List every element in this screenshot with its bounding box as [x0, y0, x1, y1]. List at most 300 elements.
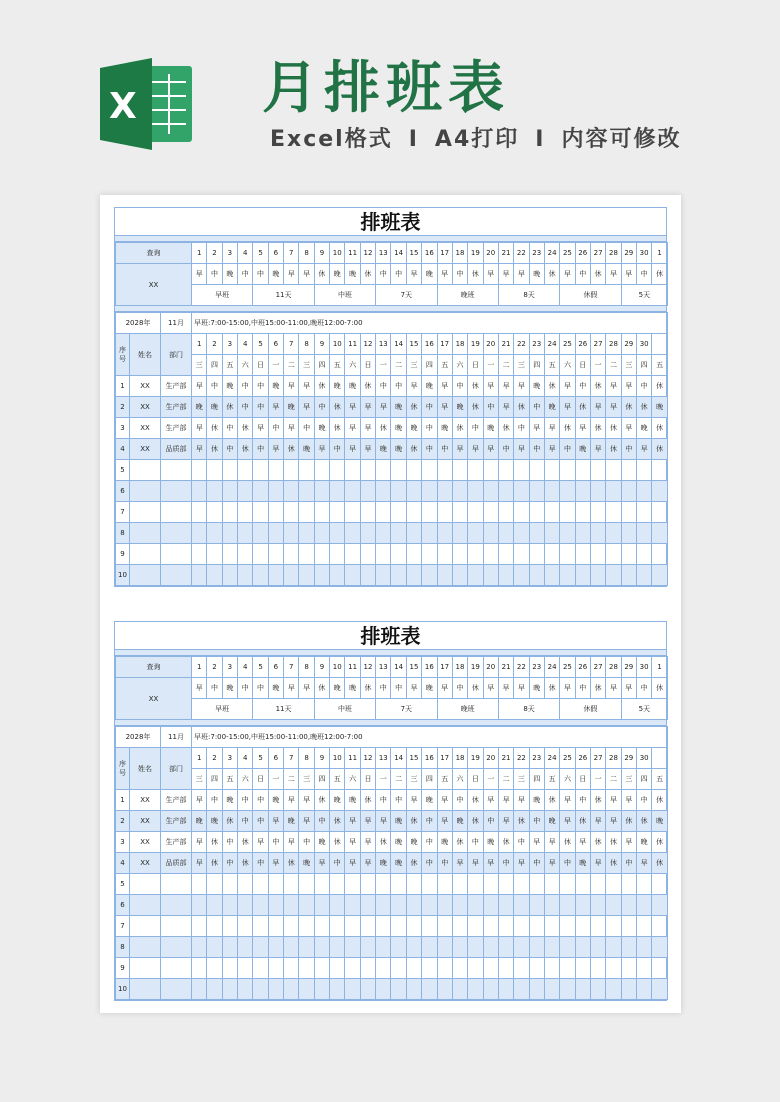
shift-cell[interactable]: 中: [529, 439, 544, 460]
shift-cell[interactable]: [192, 895, 207, 916]
row-dept[interactable]: 生产部: [161, 376, 192, 397]
shift-cell[interactable]: 早: [192, 439, 207, 460]
shift-cell[interactable]: [238, 874, 253, 895]
shift-cell[interactable]: 早: [544, 418, 559, 439]
shift-cell[interactable]: [192, 979, 207, 1000]
shift-cell[interactable]: 休: [468, 811, 483, 832]
shift-cell[interactable]: [406, 958, 421, 979]
shift-cell[interactable]: [406, 979, 421, 1000]
shift-cell[interactable]: [652, 481, 668, 502]
shift-cell[interactable]: [391, 502, 406, 523]
shift-cell[interactable]: [376, 481, 391, 502]
shift-cell[interactable]: [544, 895, 559, 916]
shift-cell[interactable]: 早: [268, 397, 283, 418]
shift-cell[interactable]: [621, 481, 636, 502]
shift-cell[interactable]: [422, 544, 437, 565]
shift-cell[interactable]: [590, 544, 605, 565]
shift-cell[interactable]: [621, 502, 636, 523]
shift-cell[interactable]: [391, 481, 406, 502]
shift-cell[interactable]: [376, 895, 391, 916]
row-name[interactable]: XX: [130, 376, 161, 397]
shift-cell[interactable]: 休: [652, 853, 668, 874]
shift-cell[interactable]: [284, 502, 299, 523]
shift-cell[interactable]: [575, 502, 590, 523]
shift-cell[interactable]: 中: [560, 853, 575, 874]
shift-cell[interactable]: [498, 460, 513, 481]
shift-cell[interactable]: 中: [575, 376, 590, 397]
shift-cell[interactable]: [314, 481, 329, 502]
shift-cell[interactable]: 中: [222, 418, 237, 439]
shift-cell[interactable]: 早: [514, 790, 529, 811]
row-name[interactable]: XX: [130, 397, 161, 418]
shift-cell[interactable]: [560, 502, 575, 523]
shift-cell[interactable]: [560, 895, 575, 916]
shift-cell[interactable]: 早: [590, 853, 605, 874]
shift-cell[interactable]: [207, 481, 222, 502]
shift-cell[interactable]: [192, 544, 207, 565]
shift-cell[interactable]: [498, 523, 513, 544]
shift-cell[interactable]: 中: [238, 790, 253, 811]
shift-cell[interactable]: [652, 544, 668, 565]
shift-cell[interactable]: 休: [452, 832, 467, 853]
shift-cell[interactable]: 中: [452, 790, 467, 811]
shift-cell[interactable]: 休: [636, 397, 651, 418]
shift-cell[interactable]: 休: [376, 832, 391, 853]
shift-cell[interactable]: [238, 460, 253, 481]
shift-cell[interactable]: 早: [529, 832, 544, 853]
shift-cell[interactable]: [391, 544, 406, 565]
shift-cell[interactable]: [406, 916, 421, 937]
shift-cell[interactable]: [452, 544, 467, 565]
shift-cell[interactable]: [468, 460, 483, 481]
shift-cell[interactable]: 早: [575, 418, 590, 439]
shift-cell[interactable]: [284, 481, 299, 502]
shift-cell[interactable]: [406, 460, 421, 481]
shift-cell[interactable]: [360, 481, 375, 502]
shift-cell[interactable]: [284, 895, 299, 916]
shift-cell[interactable]: 中: [468, 418, 483, 439]
shift-cell[interactable]: [544, 874, 559, 895]
shift-cell[interactable]: [606, 874, 621, 895]
shift-cell[interactable]: 休: [468, 397, 483, 418]
shift-cell[interactable]: 早: [284, 790, 299, 811]
query-name[interactable]: XX: [116, 678, 192, 720]
shift-cell[interactable]: [391, 958, 406, 979]
shift-cell[interactable]: [437, 958, 452, 979]
shift-cell[interactable]: 晚: [299, 853, 314, 874]
shift-cell[interactable]: [314, 523, 329, 544]
shift-cell[interactable]: [529, 958, 544, 979]
shift-cell[interactable]: 休: [621, 811, 636, 832]
shift-cell[interactable]: [621, 979, 636, 1000]
shift-cell[interactable]: [468, 958, 483, 979]
shift-cell[interactable]: [299, 979, 314, 1000]
shift-cell[interactable]: 早: [529, 418, 544, 439]
shift-cell[interactable]: [299, 916, 314, 937]
shift-cell[interactable]: [406, 523, 421, 544]
shift-cell[interactable]: 中: [376, 790, 391, 811]
shift-cell[interactable]: [483, 481, 498, 502]
shift-cell[interactable]: 中: [514, 832, 529, 853]
shift-cell[interactable]: [560, 460, 575, 481]
shift-cell[interactable]: 晚: [268, 376, 283, 397]
shift-cell[interactable]: 早: [483, 439, 498, 460]
shift-cell[interactable]: [437, 916, 452, 937]
shift-cell[interactable]: 中: [575, 790, 590, 811]
shift-cell[interactable]: 早: [560, 790, 575, 811]
shift-cell[interactable]: 休: [514, 811, 529, 832]
shift-cell[interactable]: 休: [498, 832, 513, 853]
row-name[interactable]: [130, 565, 161, 586]
shift-cell[interactable]: 中: [636, 376, 651, 397]
shift-cell[interactable]: [483, 523, 498, 544]
shift-cell[interactable]: [376, 916, 391, 937]
shift-cell[interactable]: 中: [222, 853, 237, 874]
shift-cell[interactable]: [284, 523, 299, 544]
shift-cell[interactable]: [268, 565, 283, 586]
shift-cell[interactable]: 中: [238, 811, 253, 832]
shift-cell[interactable]: [590, 565, 605, 586]
shift-cell[interactable]: 早: [360, 418, 375, 439]
shift-cell[interactable]: [652, 916, 668, 937]
shift-cell[interactable]: 休: [606, 832, 621, 853]
shift-cell[interactable]: [483, 874, 498, 895]
shift-cell[interactable]: [575, 937, 590, 958]
shift-cell[interactable]: [222, 874, 237, 895]
shift-cell[interactable]: [514, 937, 529, 958]
shift-cell[interactable]: 中: [498, 853, 513, 874]
shift-cell[interactable]: [422, 502, 437, 523]
shift-cell[interactable]: 早: [437, 397, 452, 418]
shift-cell[interactable]: 休: [360, 790, 375, 811]
shift-cell[interactable]: [253, 874, 268, 895]
shift-cell[interactable]: 晚: [391, 811, 406, 832]
shift-cell[interactable]: 早: [284, 832, 299, 853]
shift-cell[interactable]: [575, 565, 590, 586]
shift-cell[interactable]: 早: [345, 811, 360, 832]
shift-cell[interactable]: 晚: [222, 790, 237, 811]
shift-cell[interactable]: 中: [222, 439, 237, 460]
shift-cell[interactable]: [606, 916, 621, 937]
shift-cell[interactable]: [345, 937, 360, 958]
shift-cell[interactable]: [207, 544, 222, 565]
shift-cell[interactable]: [529, 544, 544, 565]
shift-cell[interactable]: 中: [422, 418, 437, 439]
shift-cell[interactable]: [253, 523, 268, 544]
row-name[interactable]: XX: [130, 811, 161, 832]
shift-cell[interactable]: 早: [345, 832, 360, 853]
shift-cell[interactable]: [360, 958, 375, 979]
shift-cell[interactable]: [560, 565, 575, 586]
shift-cell[interactable]: [544, 544, 559, 565]
shift-cell[interactable]: 休: [314, 376, 329, 397]
shift-cell[interactable]: [514, 523, 529, 544]
shift-cell[interactable]: 中: [437, 853, 452, 874]
shift-cell[interactable]: [345, 979, 360, 1000]
row-name[interactable]: XX: [130, 418, 161, 439]
shift-cell[interactable]: 晚: [207, 811, 222, 832]
shift-cell[interactable]: 晚: [299, 439, 314, 460]
shift-cell[interactable]: 晚: [376, 853, 391, 874]
shift-cell[interactable]: 晚: [652, 811, 668, 832]
shift-cell[interactable]: 休: [652, 439, 668, 460]
shift-cell[interactable]: [284, 565, 299, 586]
shift-cell[interactable]: [452, 979, 467, 1000]
shift-cell[interactable]: 晚: [330, 376, 345, 397]
shift-cell[interactable]: [284, 958, 299, 979]
shift-cell[interactable]: [314, 979, 329, 1000]
shift-cell[interactable]: [468, 895, 483, 916]
shift-cell[interactable]: [284, 874, 299, 895]
shift-cell[interactable]: 休: [207, 439, 222, 460]
row-dept[interactable]: 品质部: [161, 439, 192, 460]
shift-cell[interactable]: 早: [268, 439, 283, 460]
shift-cell[interactable]: 休: [560, 832, 575, 853]
shift-cell[interactable]: [529, 481, 544, 502]
shift-cell[interactable]: [391, 460, 406, 481]
shift-cell[interactable]: 休: [544, 376, 559, 397]
shift-cell[interactable]: [468, 916, 483, 937]
shift-cell[interactable]: [606, 937, 621, 958]
shift-cell[interactable]: [376, 523, 391, 544]
shift-cell[interactable]: 休: [238, 418, 253, 439]
shift-cell[interactable]: [422, 895, 437, 916]
shift-cell[interactable]: [268, 958, 283, 979]
row-dept[interactable]: 生产部: [161, 811, 192, 832]
shift-cell[interactable]: [299, 958, 314, 979]
shift-cell[interactable]: 中: [391, 790, 406, 811]
shift-cell[interactable]: 早: [192, 790, 207, 811]
shift-cell[interactable]: [360, 895, 375, 916]
shift-cell[interactable]: 早: [253, 418, 268, 439]
shift-cell[interactable]: [376, 958, 391, 979]
row-dept[interactable]: [161, 502, 192, 523]
shift-cell[interactable]: 休: [452, 418, 467, 439]
shift-cell[interactable]: [636, 937, 651, 958]
shift-cell[interactable]: 中: [207, 376, 222, 397]
shift-cell[interactable]: [560, 481, 575, 502]
shift-cell[interactable]: [590, 916, 605, 937]
shift-cell[interactable]: [207, 874, 222, 895]
row-dept[interactable]: [161, 958, 192, 979]
shift-cell[interactable]: [422, 523, 437, 544]
shift-cell[interactable]: [529, 895, 544, 916]
shift-cell[interactable]: 早: [437, 811, 452, 832]
shift-cell[interactable]: 早: [314, 439, 329, 460]
shift-cell[interactable]: 晚: [652, 397, 668, 418]
shift-cell[interactable]: 中: [437, 439, 452, 460]
shift-cell[interactable]: 中: [253, 853, 268, 874]
shift-cell[interactable]: [606, 895, 621, 916]
shift-cell[interactable]: [437, 460, 452, 481]
shift-cell[interactable]: [590, 958, 605, 979]
shift-cell[interactable]: [636, 916, 651, 937]
shift-cell[interactable]: 休: [606, 853, 621, 874]
shift-cell[interactable]: 休: [207, 832, 222, 853]
shift-cell[interactable]: [238, 916, 253, 937]
row-dept[interactable]: [161, 544, 192, 565]
shift-cell[interactable]: [345, 565, 360, 586]
shift-cell[interactable]: [652, 565, 668, 586]
shift-cell[interactable]: 中: [253, 811, 268, 832]
shift-cell[interactable]: 中: [299, 832, 314, 853]
shift-cell[interactable]: 中: [314, 811, 329, 832]
shift-cell[interactable]: 早: [606, 397, 621, 418]
shift-cell[interactable]: [284, 544, 299, 565]
shift-cell[interactable]: [621, 544, 636, 565]
shift-cell[interactable]: 休: [406, 853, 421, 874]
shift-cell[interactable]: 休: [606, 439, 621, 460]
shift-cell[interactable]: [253, 460, 268, 481]
shift-cell[interactable]: [468, 523, 483, 544]
shift-cell[interactable]: [207, 502, 222, 523]
shift-cell[interactable]: [330, 916, 345, 937]
shift-cell[interactable]: 早: [345, 439, 360, 460]
shift-cell[interactable]: [207, 460, 222, 481]
shift-cell[interactable]: 早: [452, 439, 467, 460]
row-name[interactable]: [130, 481, 161, 502]
shift-cell[interactable]: [360, 937, 375, 958]
shift-cell[interactable]: 休: [222, 811, 237, 832]
shift-cell[interactable]: 早: [299, 376, 314, 397]
shift-cell[interactable]: 中: [621, 853, 636, 874]
shift-cell[interactable]: 早: [468, 439, 483, 460]
shift-cell[interactable]: [437, 565, 452, 586]
shift-cell[interactable]: [345, 481, 360, 502]
shift-cell[interactable]: 休: [314, 790, 329, 811]
shift-cell[interactable]: [590, 481, 605, 502]
shift-cell[interactable]: [498, 895, 513, 916]
shift-cell[interactable]: [299, 460, 314, 481]
shift-cell[interactable]: [498, 937, 513, 958]
shift-cell[interactable]: [483, 502, 498, 523]
shift-cell[interactable]: [590, 979, 605, 1000]
shift-cell[interactable]: [575, 523, 590, 544]
row-dept[interactable]: 生产部: [161, 832, 192, 853]
shift-cell[interactable]: [514, 481, 529, 502]
shift-cell[interactable]: 中: [222, 832, 237, 853]
row-name[interactable]: [130, 937, 161, 958]
shift-cell[interactable]: 晚: [314, 832, 329, 853]
shift-cell[interactable]: [590, 895, 605, 916]
row-dept[interactable]: [161, 916, 192, 937]
shift-cell[interactable]: [268, 544, 283, 565]
shift-cell[interactable]: [268, 916, 283, 937]
shift-cell[interactable]: 晚: [391, 397, 406, 418]
shift-cell[interactable]: 晚: [406, 418, 421, 439]
shift-cell[interactable]: [222, 979, 237, 1000]
shift-cell[interactable]: 晚: [207, 397, 222, 418]
shift-cell[interactable]: [268, 460, 283, 481]
shift-cell[interactable]: [406, 895, 421, 916]
shift-cell[interactable]: [560, 874, 575, 895]
shift-cell[interactable]: [636, 460, 651, 481]
shift-cell[interactable]: 早: [360, 439, 375, 460]
shift-cell[interactable]: [468, 565, 483, 586]
shift-cell[interactable]: [483, 895, 498, 916]
shift-cell[interactable]: 早: [498, 790, 513, 811]
shift-cell[interactable]: 早: [299, 790, 314, 811]
shift-cell[interactable]: 晚: [636, 418, 651, 439]
shift-cell[interactable]: [299, 937, 314, 958]
shift-cell[interactable]: [452, 874, 467, 895]
shift-cell[interactable]: [468, 481, 483, 502]
shift-cell[interactable]: 休: [590, 832, 605, 853]
shift-cell[interactable]: 休: [652, 832, 668, 853]
shift-cell[interactable]: 晚: [452, 397, 467, 418]
shift-cell[interactable]: [575, 979, 590, 1000]
row-dept[interactable]: [161, 979, 192, 1000]
shift-cell[interactable]: 早: [360, 832, 375, 853]
shift-cell[interactable]: 中: [422, 853, 437, 874]
shift-cell[interactable]: [238, 565, 253, 586]
shift-cell[interactable]: [330, 958, 345, 979]
shift-cell[interactable]: [284, 937, 299, 958]
shift-cell[interactable]: 早: [498, 376, 513, 397]
shift-cell[interactable]: 休: [468, 376, 483, 397]
shift-cell[interactable]: [422, 874, 437, 895]
shift-cell[interactable]: [345, 958, 360, 979]
shift-cell[interactable]: [560, 523, 575, 544]
shift-cell[interactable]: 晚: [391, 853, 406, 874]
shift-cell[interactable]: [560, 544, 575, 565]
shift-cell[interactable]: [345, 460, 360, 481]
shift-cell[interactable]: [422, 565, 437, 586]
shift-cell[interactable]: [514, 958, 529, 979]
shift-cell[interactable]: [330, 874, 345, 895]
shift-cell[interactable]: [544, 937, 559, 958]
shift-cell[interactable]: [514, 979, 529, 1000]
shift-cell[interactable]: [575, 460, 590, 481]
shift-cell[interactable]: 晚: [483, 418, 498, 439]
shift-cell[interactable]: [483, 958, 498, 979]
row-dept[interactable]: [161, 565, 192, 586]
shift-cell[interactable]: [452, 460, 467, 481]
shift-cell[interactable]: [529, 502, 544, 523]
shift-cell[interactable]: [192, 565, 207, 586]
shift-cell[interactable]: [498, 502, 513, 523]
shift-cell[interactable]: 早: [360, 811, 375, 832]
shift-cell[interactable]: [498, 874, 513, 895]
shift-cell[interactable]: [253, 979, 268, 1000]
shift-cell[interactable]: [268, 937, 283, 958]
shift-cell[interactable]: [468, 937, 483, 958]
shift-cell[interactable]: [452, 481, 467, 502]
shift-cell[interactable]: 晚: [437, 418, 452, 439]
shift-cell[interactable]: 晚: [376, 439, 391, 460]
shift-cell[interactable]: 中: [268, 832, 283, 853]
shift-cell[interactable]: [636, 544, 651, 565]
shift-cell[interactable]: [238, 937, 253, 958]
shift-cell[interactable]: 中: [422, 397, 437, 418]
shift-cell[interactable]: [529, 979, 544, 1000]
shift-cell[interactable]: [345, 874, 360, 895]
shift-cell[interactable]: 中: [268, 418, 283, 439]
shift-cell[interactable]: [222, 523, 237, 544]
shift-cell[interactable]: 早: [560, 811, 575, 832]
shift-cell[interactable]: [330, 523, 345, 544]
shift-cell[interactable]: [575, 916, 590, 937]
shift-cell[interactable]: 早: [468, 853, 483, 874]
shift-cell[interactable]: [238, 523, 253, 544]
shift-cell[interactable]: [636, 523, 651, 544]
shift-cell[interactable]: [544, 523, 559, 544]
shift-cell[interactable]: 早: [621, 832, 636, 853]
shift-cell[interactable]: [514, 874, 529, 895]
shift-cell[interactable]: [299, 523, 314, 544]
shift-cell[interactable]: [406, 502, 421, 523]
shift-cell[interactable]: [299, 544, 314, 565]
